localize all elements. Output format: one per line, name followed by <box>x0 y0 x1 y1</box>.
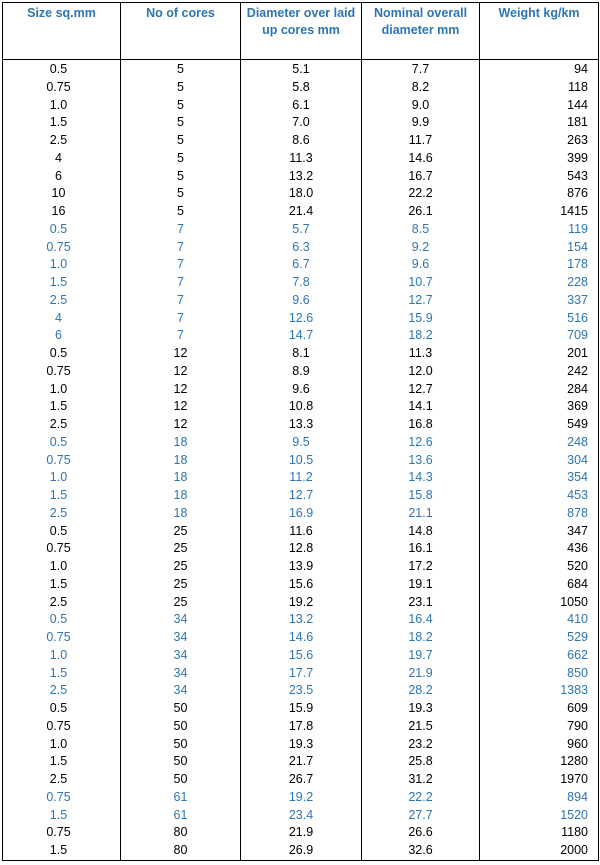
cell-size: 0.5 <box>3 345 121 363</box>
cell-weight: 228 <box>480 274 599 292</box>
cell-size: 1.0 <box>3 381 121 399</box>
cell-laid-up-diameter: 14.7 <box>241 327 362 345</box>
cell-weight: 662 <box>480 647 599 665</box>
cell-size: 6 <box>3 168 121 186</box>
cell-laid-up-diameter: 11.2 <box>241 469 362 487</box>
cell-overall-diameter: 8.5 <box>362 221 480 239</box>
header-laid-up-diameter: Diameter over laid up cores mm <box>241 3 362 60</box>
cell-weight: 248 <box>480 434 599 452</box>
cell-weight: 144 <box>480 97 599 115</box>
cell-weight: 453 <box>480 487 599 505</box>
cell-cores: 18 <box>121 487 241 505</box>
cell-cores: 5 <box>121 132 241 150</box>
cell-overall-diameter: 23.1 <box>362 594 480 612</box>
cell-laid-up-diameter: 21.4 <box>241 203 362 221</box>
cell-weight: 337 <box>480 292 599 310</box>
cell-cores: 50 <box>121 771 241 789</box>
cell-cores: 25 <box>121 594 241 612</box>
cell-laid-up-diameter: 5.1 <box>241 60 362 79</box>
cell-laid-up-diameter: 15.9 <box>241 700 362 718</box>
cell-cores: 12 <box>121 345 241 363</box>
cell-overall-diameter: 21.9 <box>362 665 480 683</box>
table-row <box>3 487 599 505</box>
table-row <box>3 682 599 700</box>
cell-overall-diameter: 19.3 <box>362 700 480 718</box>
cell-cores: 12 <box>121 363 241 381</box>
cell-size: 2.5 <box>3 292 121 310</box>
cell-cores: 25 <box>121 540 241 558</box>
cell-laid-up-diameter: 10.5 <box>241 452 362 470</box>
table-row <box>3 505 599 523</box>
cell-size: 0.75 <box>3 540 121 558</box>
table-row <box>3 700 599 718</box>
cell-laid-up-diameter: 19.2 <box>241 789 362 807</box>
cell-size: 2.5 <box>3 771 121 789</box>
cell-cores: 18 <box>121 505 241 523</box>
cell-weight: 1180 <box>480 824 599 842</box>
cell-size: 0.75 <box>3 452 121 470</box>
cell-size: 1.0 <box>3 256 121 274</box>
cell-laid-up-diameter: 16.9 <box>241 505 362 523</box>
table-row <box>3 629 599 647</box>
cell-cores: 80 <box>121 842 241 860</box>
table-row <box>3 185 599 203</box>
cell-overall-diameter: 12.0 <box>362 363 480 381</box>
table-row <box>3 97 599 115</box>
cell-size: 4 <box>3 310 121 328</box>
cell-overall-diameter: 21.5 <box>362 718 480 736</box>
cell-size: 0.75 <box>3 629 121 647</box>
cell-weight: 850 <box>480 665 599 683</box>
cell-cores: 5 <box>121 114 241 132</box>
table-row <box>3 292 599 310</box>
cell-cores: 61 <box>121 807 241 825</box>
table-row <box>3 771 599 789</box>
cell-size: 1.5 <box>3 398 121 416</box>
cell-cores: 12 <box>121 381 241 399</box>
cell-weight: 410 <box>480 611 599 629</box>
cell-overall-diameter: 16.7 <box>362 168 480 186</box>
cell-size: 0.75 <box>3 239 121 257</box>
table-row <box>3 79 599 97</box>
cell-weight: 876 <box>480 185 599 203</box>
cell-laid-up-diameter: 7.0 <box>241 114 362 132</box>
table-row <box>3 736 599 754</box>
cell-cores: 5 <box>121 79 241 97</box>
cell-cores: 34 <box>121 647 241 665</box>
cell-laid-up-diameter: 9.6 <box>241 292 362 310</box>
cell-size: 1.5 <box>3 274 121 292</box>
table-row <box>3 150 599 168</box>
cell-weight: 154 <box>480 239 599 257</box>
cell-laid-up-diameter: 7.8 <box>241 274 362 292</box>
cell-cores: 12 <box>121 416 241 434</box>
cell-overall-diameter: 26.1 <box>362 203 480 221</box>
cell-laid-up-diameter: 8.9 <box>241 363 362 381</box>
cell-weight: 549 <box>480 416 599 434</box>
cell-overall-diameter: 10.7 <box>362 274 480 292</box>
cell-laid-up-diameter: 19.2 <box>241 594 362 612</box>
header-weight: Weight kg/km <box>480 3 599 60</box>
cell-laid-up-diameter: 5.8 <box>241 79 362 97</box>
cell-weight: 354 <box>480 469 599 487</box>
cell-laid-up-diameter: 15.6 <box>241 647 362 665</box>
table-row <box>3 540 599 558</box>
cell-overall-diameter: 18.2 <box>362 327 480 345</box>
cell-size: 1.0 <box>3 558 121 576</box>
cell-cores: 25 <box>121 576 241 594</box>
cell-size: 4 <box>3 150 121 168</box>
cell-laid-up-diameter: 6.3 <box>241 239 362 257</box>
cell-size: 1.5 <box>3 842 121 860</box>
cell-weight: 2000 <box>480 842 599 860</box>
cell-weight: 399 <box>480 150 599 168</box>
cell-cores: 50 <box>121 753 241 771</box>
cell-cores: 5 <box>121 203 241 221</box>
cell-size: 2.5 <box>3 682 121 700</box>
table-row <box>3 434 599 452</box>
cell-weight: 1050 <box>480 594 599 612</box>
cell-cores: 7 <box>121 310 241 328</box>
cell-weight: 609 <box>480 700 599 718</box>
cell-laid-up-diameter: 21.9 <box>241 824 362 842</box>
cell-size: 10 <box>3 185 121 203</box>
table-row <box>3 398 599 416</box>
table-row <box>3 665 599 683</box>
cell-laid-up-diameter: 8.1 <box>241 345 362 363</box>
cell-overall-diameter: 22.2 <box>362 789 480 807</box>
cell-laid-up-diameter: 15.6 <box>241 576 362 594</box>
cell-weight: 960 <box>480 736 599 754</box>
cell-size: 1.5 <box>3 753 121 771</box>
cell-laid-up-diameter: 12.8 <box>241 540 362 558</box>
table-row <box>3 345 599 363</box>
cell-cores: 7 <box>121 239 241 257</box>
cell-weight: 543 <box>480 168 599 186</box>
cell-weight: 178 <box>480 256 599 274</box>
cell-weight: 1383 <box>480 682 599 700</box>
cell-laid-up-diameter: 13.2 <box>241 168 362 186</box>
cell-overall-diameter: 15.8 <box>362 487 480 505</box>
cell-cores: 61 <box>121 789 241 807</box>
cell-cores: 12 <box>121 398 241 416</box>
table-row <box>3 753 599 771</box>
cell-weight: 436 <box>480 540 599 558</box>
cell-cores: 18 <box>121 452 241 470</box>
table-row <box>3 327 599 345</box>
cell-weight: 304 <box>480 452 599 470</box>
cell-cores: 80 <box>121 824 241 842</box>
cell-size: 1.0 <box>3 647 121 665</box>
cell-weight: 119 <box>480 221 599 239</box>
cell-overall-diameter: 27.7 <box>362 807 480 825</box>
cell-cores: 5 <box>121 185 241 203</box>
cell-overall-diameter: 15.9 <box>362 310 480 328</box>
cell-cores: 34 <box>121 682 241 700</box>
table-row <box>3 611 599 629</box>
cell-weight: 263 <box>480 132 599 150</box>
cell-cores: 7 <box>121 327 241 345</box>
cell-laid-up-diameter: 17.7 <box>241 665 362 683</box>
cell-laid-up-diameter: 21.7 <box>241 753 362 771</box>
cell-overall-diameter: 11.3 <box>362 345 480 363</box>
cell-weight: 516 <box>480 310 599 328</box>
cell-overall-diameter: 17.2 <box>362 558 480 576</box>
table-row <box>3 647 599 665</box>
cell-weight: 242 <box>480 363 599 381</box>
table-row <box>3 239 599 257</box>
cell-laid-up-diameter: 10.8 <box>241 398 362 416</box>
cell-size: 0.75 <box>3 789 121 807</box>
cell-overall-diameter: 26.6 <box>362 824 480 842</box>
cell-overall-diameter: 8.2 <box>362 79 480 97</box>
table-row <box>3 60 599 79</box>
cell-overall-diameter: 16.8 <box>362 416 480 434</box>
cell-weight: 369 <box>480 398 599 416</box>
table-row <box>3 416 599 434</box>
cell-laid-up-diameter: 23.4 <box>241 807 362 825</box>
cell-cores: 7 <box>121 292 241 310</box>
cell-weight: 1520 <box>480 807 599 825</box>
cell-size: 0.5 <box>3 60 121 79</box>
cell-size: 6 <box>3 327 121 345</box>
table-row <box>3 469 599 487</box>
cell-size: 1.0 <box>3 736 121 754</box>
cell-laid-up-diameter: 19.3 <box>241 736 362 754</box>
table-row <box>3 310 599 328</box>
table-row <box>3 274 599 292</box>
cell-size: 1.0 <box>3 469 121 487</box>
cell-overall-diameter: 14.6 <box>362 150 480 168</box>
cell-size: 2.5 <box>3 505 121 523</box>
cell-size: 0.5 <box>3 700 121 718</box>
cell-size: 2.5 <box>3 416 121 434</box>
cell-laid-up-diameter: 17.8 <box>241 718 362 736</box>
cell-overall-diameter: 19.1 <box>362 576 480 594</box>
cell-size: 2.5 <box>3 132 121 150</box>
table-row <box>3 221 599 239</box>
cell-size: 0.5 <box>3 434 121 452</box>
table-row <box>3 132 599 150</box>
cell-laid-up-diameter: 6.1 <box>241 97 362 115</box>
cell-weight: 878 <box>480 505 599 523</box>
cell-cores: 5 <box>121 168 241 186</box>
cell-laid-up-diameter: 8.6 <box>241 132 362 150</box>
cell-weight: 118 <box>480 79 599 97</box>
cell-cores: 34 <box>121 611 241 629</box>
cell-laid-up-diameter: 12.6 <box>241 310 362 328</box>
cell-overall-diameter: 14.1 <box>362 398 480 416</box>
cell-weight: 94 <box>480 60 599 79</box>
cell-weight: 1970 <box>480 771 599 789</box>
cell-overall-diameter: 9.0 <box>362 97 480 115</box>
table-row <box>3 789 599 807</box>
cell-overall-diameter: 16.4 <box>362 611 480 629</box>
cell-overall-diameter: 14.3 <box>362 469 480 487</box>
cell-laid-up-diameter: 9.5 <box>241 434 362 452</box>
cell-cores: 5 <box>121 60 241 79</box>
cell-laid-up-diameter: 18.0 <box>241 185 362 203</box>
cell-size: 0.5 <box>3 611 121 629</box>
cell-size: 1.5 <box>3 487 121 505</box>
cell-overall-diameter: 19.7 <box>362 647 480 665</box>
cell-laid-up-diameter: 26.9 <box>241 842 362 860</box>
cell-cores: 34 <box>121 629 241 647</box>
cell-overall-diameter: 23.2 <box>362 736 480 754</box>
cell-laid-up-diameter: 13.9 <box>241 558 362 576</box>
cell-laid-up-diameter: 9.6 <box>241 381 362 399</box>
cell-cores: 18 <box>121 469 241 487</box>
cell-cores: 50 <box>121 700 241 718</box>
cell-cores: 50 <box>121 718 241 736</box>
cell-weight: 894 <box>480 789 599 807</box>
table-row <box>3 452 599 470</box>
cell-size: 1.5 <box>3 576 121 594</box>
cell-size: 2.5 <box>3 594 121 612</box>
cell-cores: 50 <box>121 736 241 754</box>
cell-overall-diameter: 14.8 <box>362 523 480 541</box>
cell-overall-diameter: 7.7 <box>362 60 480 79</box>
cell-size: 0.75 <box>3 718 121 736</box>
cell-laid-up-diameter: 26.7 <box>241 771 362 789</box>
table-row <box>3 256 599 274</box>
table-body <box>3 60 599 861</box>
cell-weight: 1415 <box>480 203 599 221</box>
table-row <box>3 807 599 825</box>
table-row <box>3 824 599 842</box>
cell-laid-up-diameter: 13.3 <box>241 416 362 434</box>
cell-cores: 5 <box>121 150 241 168</box>
cell-overall-diameter: 22.2 <box>362 185 480 203</box>
header-row <box>3 3 599 60</box>
cell-weight: 684 <box>480 576 599 594</box>
cell-laid-up-diameter: 14.6 <box>241 629 362 647</box>
cell-overall-diameter: 9.2 <box>362 239 480 257</box>
cell-size: 1.5 <box>3 665 121 683</box>
table-row <box>3 114 599 132</box>
cell-cores: 5 <box>121 97 241 115</box>
cell-weight: 1280 <box>480 753 599 771</box>
table-row <box>3 558 599 576</box>
cell-laid-up-diameter: 23.5 <box>241 682 362 700</box>
cell-weight: 347 <box>480 523 599 541</box>
cell-overall-diameter: 21.1 <box>362 505 480 523</box>
cell-weight: 520 <box>480 558 599 576</box>
cell-overall-diameter: 12.6 <box>362 434 480 452</box>
cell-size: 0.75 <box>3 79 121 97</box>
cell-overall-diameter: 12.7 <box>362 381 480 399</box>
table-row <box>3 594 599 612</box>
table-row <box>3 203 599 221</box>
cell-overall-diameter: 12.7 <box>362 292 480 310</box>
cell-size: 1.5 <box>3 807 121 825</box>
cell-overall-diameter: 13.6 <box>362 452 480 470</box>
cell-overall-diameter: 11.7 <box>362 132 480 150</box>
table-row <box>3 523 599 541</box>
cell-laid-up-diameter: 12.7 <box>241 487 362 505</box>
cable-spec-table <box>2 2 599 861</box>
cell-size: 1.0 <box>3 97 121 115</box>
cell-weight: 529 <box>480 629 599 647</box>
cell-laid-up-diameter: 5.7 <box>241 221 362 239</box>
cell-size: 0.5 <box>3 221 121 239</box>
cell-weight: 284 <box>480 381 599 399</box>
cell-laid-up-diameter: 13.2 <box>241 611 362 629</box>
cell-cores: 25 <box>121 523 241 541</box>
cell-overall-diameter: 31.2 <box>362 771 480 789</box>
cell-laid-up-diameter: 11.6 <box>241 523 362 541</box>
table-row <box>3 381 599 399</box>
cell-overall-diameter: 9.9 <box>362 114 480 132</box>
cell-overall-diameter: 16.1 <box>362 540 480 558</box>
cell-weight: 790 <box>480 718 599 736</box>
cell-size: 0.5 <box>3 523 121 541</box>
cell-overall-diameter: 28.2 <box>362 682 480 700</box>
cell-size: 1.5 <box>3 114 121 132</box>
header-size: Size sq.mm <box>3 3 121 60</box>
table-header <box>3 3 599 60</box>
cell-cores: 7 <box>121 256 241 274</box>
cell-overall-diameter: 32.6 <box>362 842 480 860</box>
cell-cores: 7 <box>121 274 241 292</box>
cell-weight: 709 <box>480 327 599 345</box>
cell-size: 16 <box>3 203 121 221</box>
cell-cores: 7 <box>121 221 241 239</box>
table-row <box>3 576 599 594</box>
table-row <box>3 168 599 186</box>
cell-cores: 18 <box>121 434 241 452</box>
cell-cores: 25 <box>121 558 241 576</box>
cell-laid-up-diameter: 11.3 <box>241 150 362 168</box>
table-row <box>3 718 599 736</box>
cell-size: 0.75 <box>3 363 121 381</box>
cell-laid-up-diameter: 6.7 <box>241 256 362 274</box>
table-row <box>3 363 599 381</box>
cell-overall-diameter: 25.8 <box>362 753 480 771</box>
cell-weight: 201 <box>480 345 599 363</box>
cell-overall-diameter: 9.6 <box>362 256 480 274</box>
table-row <box>3 842 599 860</box>
cell-overall-diameter: 18.2 <box>362 629 480 647</box>
header-cores: No of cores <box>121 3 241 60</box>
header-overall-diameter: Nominal overall diameter mm <box>362 3 480 60</box>
cell-cores: 34 <box>121 665 241 683</box>
cell-weight: 181 <box>480 114 599 132</box>
cell-size: 0.75 <box>3 824 121 842</box>
